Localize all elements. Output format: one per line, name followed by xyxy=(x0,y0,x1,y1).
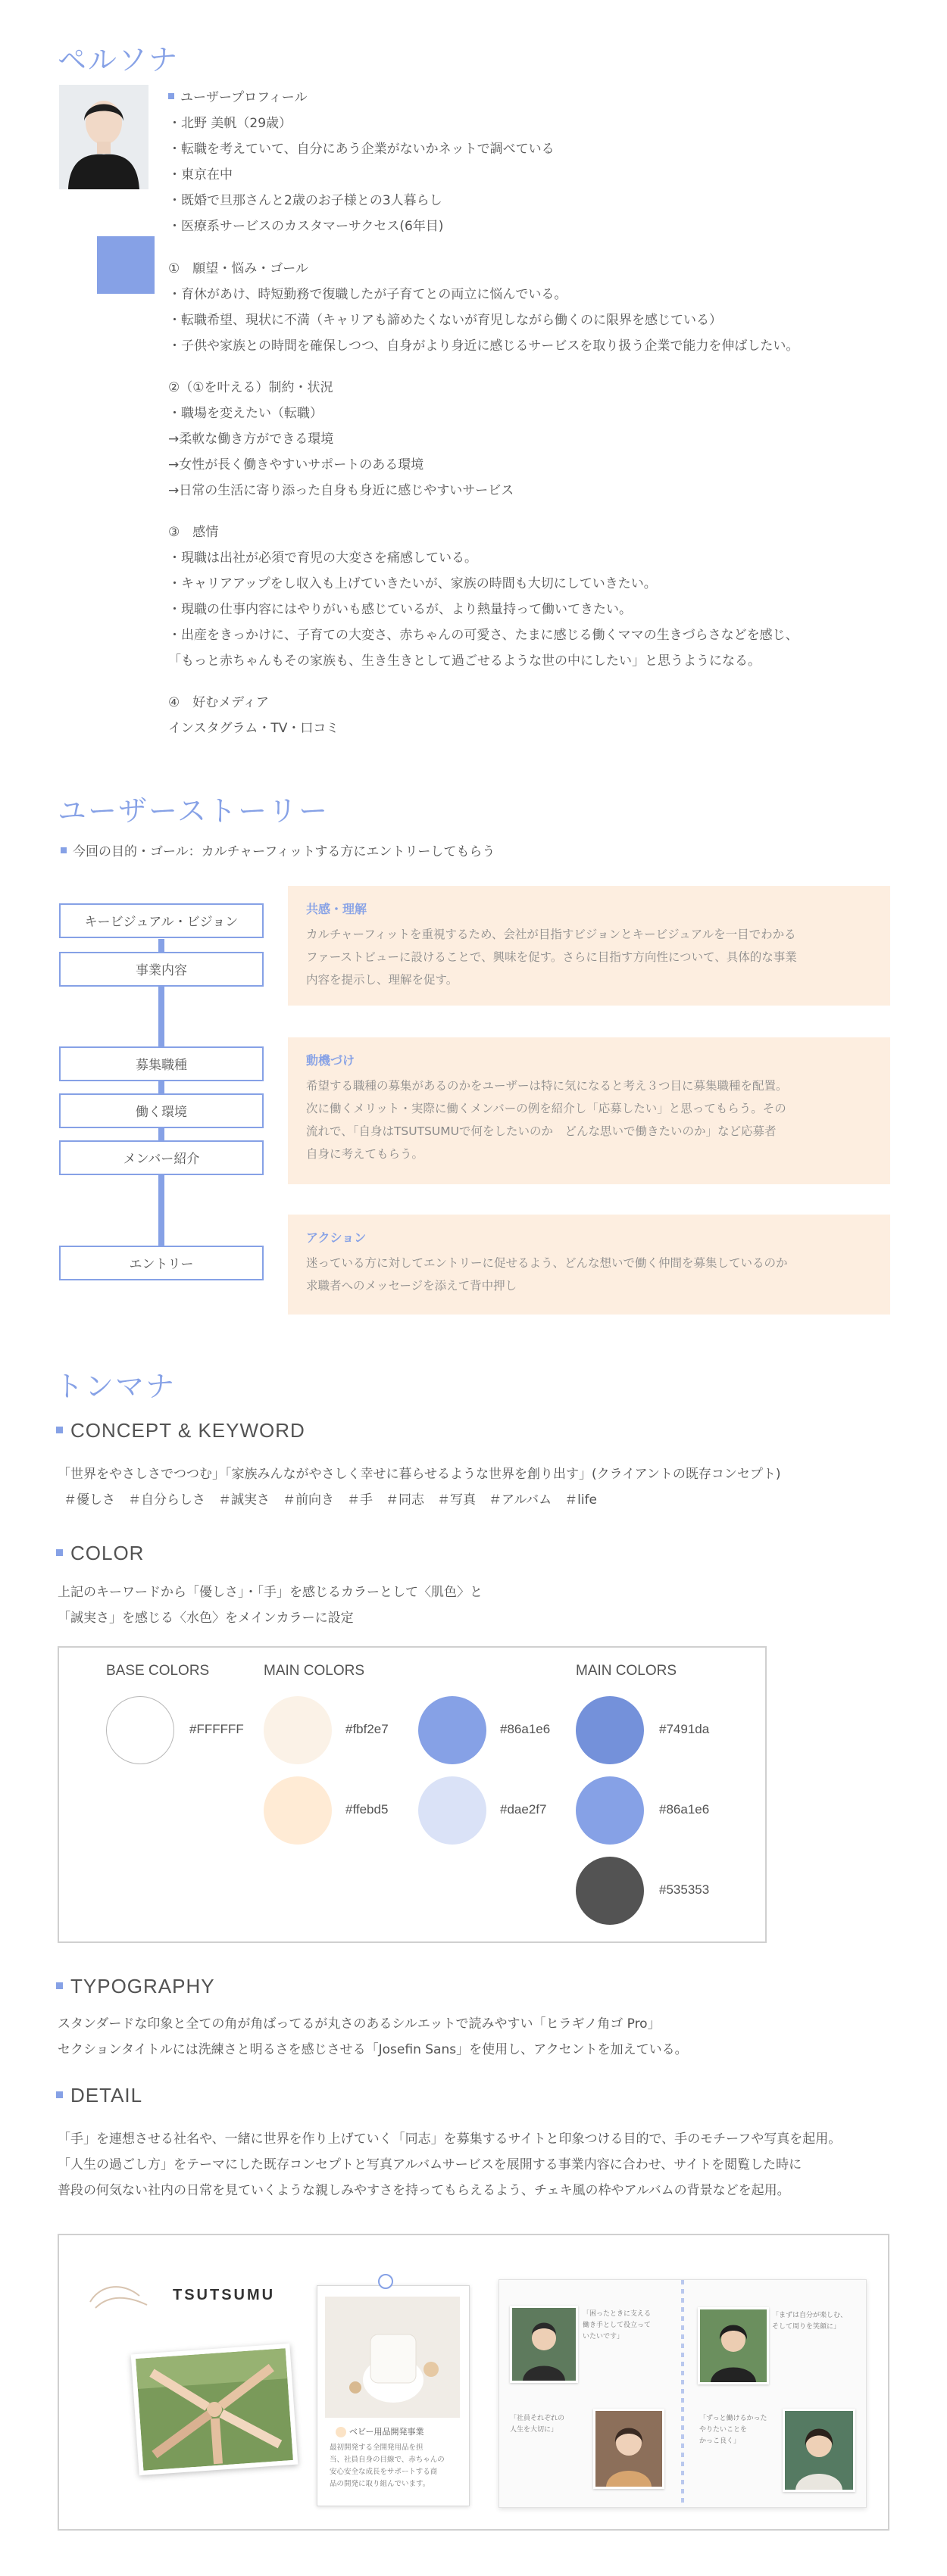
main-colors-label: MAIN COLORS xyxy=(576,1663,677,1679)
album-binding xyxy=(681,2280,684,2507)
story-note-motivation xyxy=(288,1037,890,1184)
section-line: ・職場を変えたい（転職） xyxy=(168,406,323,421)
member-photo xyxy=(783,2409,855,2492)
pin-icon xyxy=(378,2274,393,2289)
profile-line: ・東京在中 xyxy=(168,167,233,182)
member-photo xyxy=(510,2306,578,2383)
tsutsumu-logo: TSUTSUMU xyxy=(173,2287,276,2303)
section-line: →日常の生活に寄り添った自身も身近に感じやすいサービス xyxy=(168,483,514,498)
section-line: ・現職の仕事内容にはやりがいも感じているが、より熱量持って働いてきたい。 xyxy=(168,602,632,617)
swatch-blue-dark xyxy=(576,1696,644,1764)
section-line: ・育休があけ、時短勤務で復職したが子育てとの両立に悩んでいる。 xyxy=(168,287,567,302)
note-title: 共感・理解 xyxy=(306,902,367,916)
baby-products-photo xyxy=(325,2297,460,2418)
note-title: アクション xyxy=(306,1230,367,1245)
detail-text: 普段の何気ない社内の日常を見ていくような親しみやすさを持ってもらえるよう、チェキ風の枠やアルバムの背景などを起用。 xyxy=(58,2183,790,2198)
persona-section-1 xyxy=(168,256,799,359)
story-goal: 今回の目的・ゴール：カルチャーフィットする方にエントリーしてもらう xyxy=(61,839,495,865)
section-line: →柔軟な働き方ができる環境 xyxy=(168,432,334,447)
story-step-jobs: 募集職種 xyxy=(59,1046,264,1081)
note-line: 内容を提示し、理解を促す。 xyxy=(306,973,458,987)
hands-photo xyxy=(131,2344,298,2475)
member-quote: 「ずっと働けるかった xyxy=(699,2415,767,2422)
swatch-hex: #fbf2e7 xyxy=(345,1722,389,1736)
tone-title: トンマナ xyxy=(55,1371,177,1403)
album-spread xyxy=(499,2279,867,2508)
note-line: 自身に考えてもらう。 xyxy=(306,1147,424,1161)
story-step-entry: エントリー xyxy=(59,1246,264,1280)
card-text: 品の開発に取り組んでいます。 xyxy=(330,2480,430,2488)
member-quote: 働き手として役立って xyxy=(583,2322,652,2329)
swatch-skin xyxy=(264,1776,332,1845)
concept-keywords: ＃優しさ ＃自分らしさ ＃誠実さ ＃前向き ＃手 ＃同志 ＃写真 ＃アルバム ＃life xyxy=(64,1492,598,1508)
section-line: →女性が長く働きやすいサポートのある環境 xyxy=(168,457,424,472)
section-line: ・キャリアアップをし収入も上げていきたいが、家族の時間も大切にしていきたい。 xyxy=(168,576,657,591)
section-line: ・転職希望、現状に不満（キャリアも諦めたくないが育児しながら働くのに限界を感じている） xyxy=(168,313,722,328)
swatch-hex: #7491da xyxy=(659,1722,710,1736)
swatch-blue xyxy=(576,1776,644,1845)
member-quote: 「困ったときに支える xyxy=(583,2310,652,2318)
member-photo xyxy=(698,2307,769,2384)
swatch-blue xyxy=(418,1696,486,1764)
section-line: ・子供や家族との時間を確保しつつ、自身がより身近に感じるサービスを取り扱う企業で能力を伸ばしたい。 xyxy=(168,338,799,354)
note-title: 動機づけ xyxy=(306,1053,355,1068)
persona-section-2 xyxy=(168,375,514,504)
profile-line: ・医療系サービスのカスタマーサクセス(6年目) xyxy=(168,219,444,234)
detail-text: 「人生の過ごし方」をテーマにした既存コンセプトと写真アルバムサービスを展開する事業内容に合わせ、サイトを閲覧した時に xyxy=(58,2157,802,2172)
section-line: インスタグラム・TV・口コミ xyxy=(168,721,339,736)
swatch-hex: #86a1e6 xyxy=(659,1802,710,1817)
section-heading: ③ 感情 xyxy=(168,525,219,540)
typography-text: スタンダードな印象と全ての角が角ばってるが丸さのあるシルエットで読みやすい「ヒラギノ角ゴ Pro」 xyxy=(58,2016,661,2032)
member-quote: かっこ良く」 xyxy=(699,2437,741,2445)
card-title: ベビー用品開発事業 xyxy=(336,2425,424,2437)
member-quote: 「社員それぞれの xyxy=(510,2415,565,2422)
concept-text: 「世界をやさしさでつつむ」「家族みんながやさしく幸せに暮らせるような世界を創り出す」(クライアントの既存コンセプト) xyxy=(58,1467,781,1482)
member-quote: 人生を大切に」 xyxy=(510,2426,558,2434)
story-note-empathy xyxy=(288,886,890,1006)
swatch-hex: #86a1e6 xyxy=(500,1722,551,1736)
note-line: ファーストビューに設けることで、興味を促す。さらに目指す方向性について、具体的な事業 xyxy=(306,950,797,964)
swatch-blue-light xyxy=(418,1776,486,1845)
color-heading: COLOR xyxy=(56,1542,144,1565)
note-line: 求職者へのメッセージを添えて背中押し xyxy=(306,1279,517,1293)
main-colors-label: MAIN COLORS xyxy=(264,1663,365,1679)
color-text: 「誠実さ」を感じる〈水色〉をメインカラーに設定 xyxy=(58,1611,354,1626)
swatch-white xyxy=(106,1696,174,1764)
swatch-hex: #dae2f7 xyxy=(500,1802,547,1817)
color-text: 上記のキーワードから「優しさ」・「手」を感じるカラーとして〈肌色〉と xyxy=(58,1585,483,1600)
section-line: ・現職は出社が必須で育児の大変さを痛感している。 xyxy=(168,550,477,566)
persona-accent-square xyxy=(97,236,155,294)
hand-motif-icon xyxy=(86,2279,155,2317)
member-quote: 「まずは自分が楽しむ、 xyxy=(772,2312,848,2319)
persona-photo xyxy=(59,85,148,189)
note-line: カルチャーフィットを重視するため、会社が目指すビジョンとキービジュアルを一目でわかる xyxy=(306,928,796,941)
section-line: ・出産をきっかけに、子育ての大変さ、赤ちゃんの可愛さ、たまに感じる働くママの生きづらさなどを感じ、 xyxy=(168,628,799,643)
business-card xyxy=(317,2285,470,2506)
note-line: 希望する職種の募集があるのかをユーザーは特に気になると考え３つ目に募集職種を配置。 xyxy=(306,1079,788,1093)
swatch-hex: #ffebd5 xyxy=(345,1802,389,1817)
member-photo xyxy=(593,2409,664,2489)
card-text: 安心安全な成長をサポートする商 xyxy=(330,2468,438,2476)
section-line: 「もっと赤ちゃんもその家族も、生き生きとして過ごせるような世の中にしたい」と思うようになる。 xyxy=(168,653,761,669)
story-title: ユーザーストーリー xyxy=(58,796,330,828)
section-heading: ④ 好むメディア xyxy=(168,695,269,710)
typography-text: セクションタイトルには洗練さと明るさを感じさせる「Josefin Sans」を使用し、アクセントを加えている。 xyxy=(58,2042,688,2057)
persona-section-3 xyxy=(168,519,799,674)
swatch-hex: #535353 xyxy=(659,1882,710,1897)
concept-heading: CONCEPT & KEYWORD xyxy=(56,1419,305,1442)
note-line: 次に働くメリット・実際に働くメンバーの例を紹介し「応募したい」と思ってもらう。その xyxy=(306,1102,786,1115)
swatch-skin-light xyxy=(264,1696,332,1764)
persona-section-4 xyxy=(168,690,339,741)
persona-title: ペルソナ xyxy=(58,45,180,76)
story-step-environment: 働く環境 xyxy=(59,1093,264,1128)
typography-heading: TYPOGRAPHY xyxy=(56,1975,215,1998)
card-text: 当、社員自身の目線で、赤ちゃんの xyxy=(330,2456,445,2464)
member-quote: いたいです」 xyxy=(583,2333,624,2341)
story-step-members: メンバー紹介 xyxy=(59,1140,264,1175)
detail-mockup-panel xyxy=(58,2234,889,2531)
section-heading: ① 願望・悩み・ゴール xyxy=(168,261,308,276)
profile-heading: ユーザープロフィール xyxy=(168,85,555,111)
profile-line: ・転職を考えていて、自分にあう企業がないかネットで調べている xyxy=(168,142,555,157)
story-note-action xyxy=(288,1215,890,1315)
story-step-business: 事業内容 xyxy=(59,952,264,987)
section-heading: ②（①を叶える）制約・状況 xyxy=(168,380,333,395)
swatch-hex: #FFFFFF xyxy=(189,1722,244,1736)
member-quote: やりたいことを xyxy=(699,2426,748,2434)
profile-line: ・北野 美帆（29歳） xyxy=(168,116,292,131)
note-line: 迷っている方に対してエントリーに促せるよう、どんな想いで働く仲間を募集しているのか xyxy=(306,1256,788,1270)
detail-text: 「手」を連想させる社名や、一緒に世界を作り上げていく「同志」を募集するサイトと印象つける目的で、手のモチーフや写真を起用。 xyxy=(58,2132,842,2147)
card-text: 最初開発する全開発用品を担 xyxy=(330,2443,423,2452)
profile-line: ・既婚で旦那さんと2歳のお子様との3人暮らし xyxy=(168,193,442,208)
base-colors-label: BASE COLORS xyxy=(106,1663,210,1679)
detail-heading: DETAIL xyxy=(56,2084,142,2107)
story-step-key-visual: キービジュアル・ビジョン xyxy=(59,903,264,938)
note-line: 流れで、「自身はTSUTSUMUで何をしたいのか どんな思いで働きたいのか」など応募者 xyxy=(306,1124,777,1138)
member-quote: そして周りを笑顔に」 xyxy=(772,2323,841,2331)
color-palette-panel xyxy=(58,1646,767,1943)
swatch-gray xyxy=(576,1857,644,1925)
